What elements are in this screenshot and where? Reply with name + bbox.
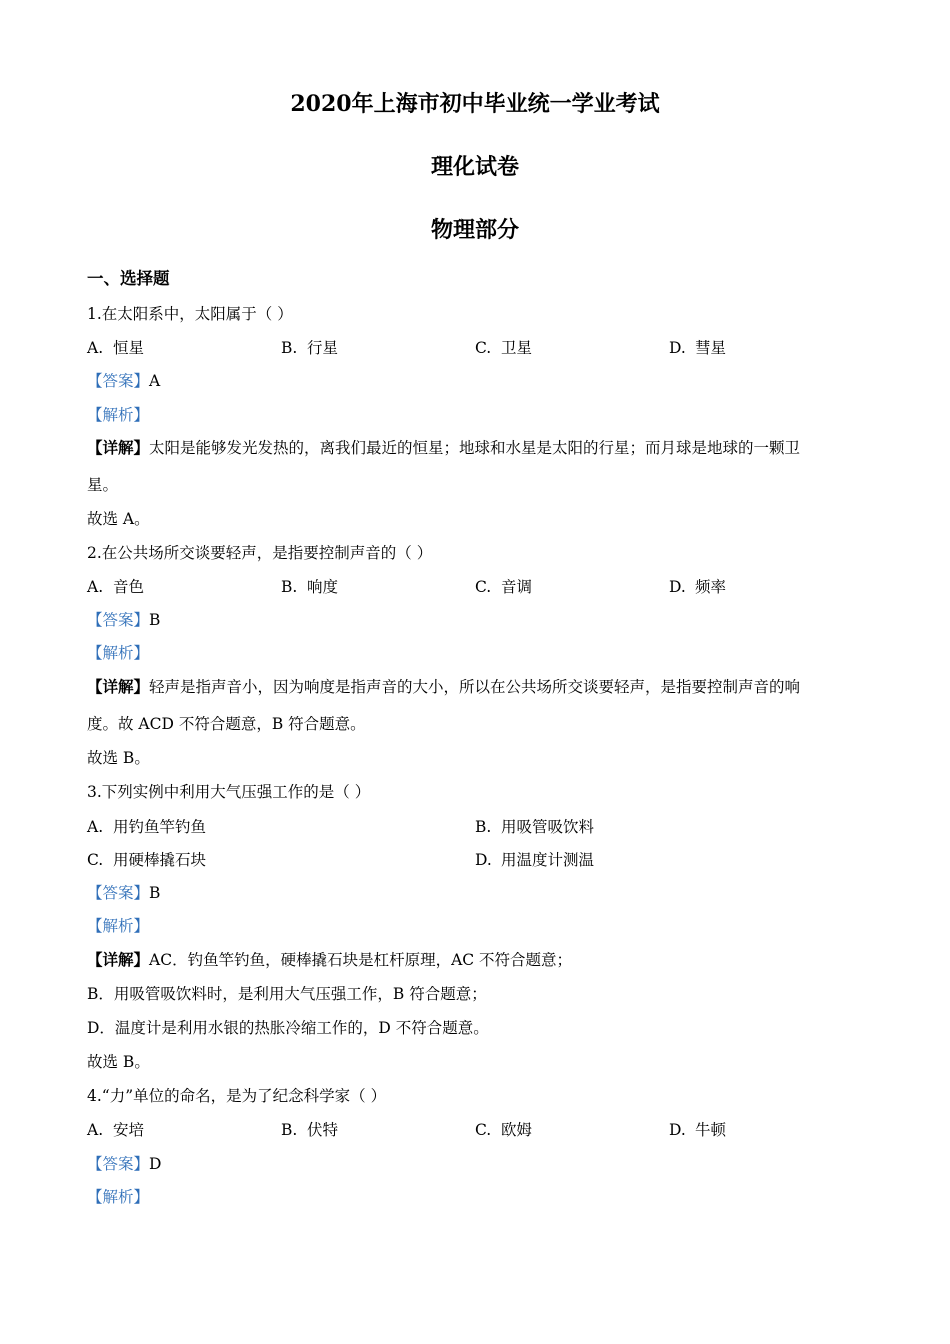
q2-option-c: C. 音调 xyxy=(475,578,533,596)
q2-conclusion: 故选 B。 xyxy=(87,749,150,767)
q2-detail-line-2: 度。故 ACD 不符合题意，B 符合题意。 xyxy=(87,715,366,733)
q3-detail-line-2: B．用吸管吸饮料时，是利用大气压强工作，B 符合题意； xyxy=(87,985,487,1003)
q3-conclusion: 故选 B。 xyxy=(87,1053,150,1071)
exam-part-title: 物理部分 xyxy=(430,217,519,243)
q2-stem: 2.在公共场所交谈要轻声，是指要控制声音的（ ） xyxy=(87,544,433,562)
q4-option-a: A. 安培 xyxy=(87,1121,145,1139)
exam-title: 2020年上海市初中毕业统一学业考试 xyxy=(290,91,660,117)
q1-detail-line-2: 星。 xyxy=(87,476,119,494)
q3-option-c: C. 用硬棒撬石块 xyxy=(87,851,207,869)
q2-analysis-label: 【解析】 xyxy=(87,644,150,662)
q1-detail-line-1: 【详解】太阳是能够发光发热的，离我们最近的恒星；地球和水星是太阳的行星；而月球是地球的一颗卫 xyxy=(87,438,801,457)
q4-stem: 4.“力”单位的命名，是为了纪念科学家（ ） xyxy=(87,1087,387,1105)
q1-option-a: A. 恒星 xyxy=(87,339,145,357)
q4-option-d: D. 牛顿 xyxy=(669,1121,727,1139)
q4-analysis-label: 【解析】 xyxy=(87,1188,150,1206)
q2-answer: 【答案】B xyxy=(87,611,161,629)
q4-option-b: B. 伏特 xyxy=(281,1121,339,1139)
q1-stem: 1.在太阳系中，太阳属于（ ） xyxy=(87,305,293,323)
q3-stem: 3.下列实例中利用大气压强工作的是（ ） xyxy=(87,783,371,801)
q3-detail-line-1: 【详解】AC．钓鱼竿钓鱼，硬棒撬石块是杠杆原理，AC 不符合题意； xyxy=(87,950,573,969)
q3-answer: 【答案】B xyxy=(87,884,161,902)
q2-option-b: B. 响度 xyxy=(281,578,339,596)
section-heading: 一、选择题 xyxy=(87,269,170,288)
q1-answer: 【答案】A xyxy=(87,372,161,390)
q1-option-d: D. 彗星 xyxy=(669,339,727,357)
q2-detail-line-1: 【详解】轻声是指声音小，因为响度是指声音的大小，所以在公共场所交谈要轻声，是指要控制声音的响 xyxy=(87,677,801,696)
q3-option-b: B. 用吸管吸饮料 xyxy=(475,818,595,836)
q3-detail-line-3: D．温度计是利用水银的热胀冷缩工作的，D 不符合题意。 xyxy=(87,1019,489,1037)
q4-answer: 【答案】D xyxy=(87,1155,162,1173)
q2-option-a: A. 音色 xyxy=(87,578,145,596)
q1-conclusion: 故选 A。 xyxy=(87,510,150,528)
q2-option-d: D. 频率 xyxy=(669,578,727,596)
exam-subtitle: 理化试卷 xyxy=(430,154,519,180)
q1-analysis-label: 【解析】 xyxy=(87,406,150,424)
q4-option-c: C. 欧姆 xyxy=(475,1121,533,1139)
q3-option-a: A. 用钓鱼竿钓鱼 xyxy=(87,818,207,836)
q1-option-c: C. 卫星 xyxy=(475,339,533,357)
q3-analysis-label: 【解析】 xyxy=(87,917,150,935)
q3-option-d: D. 用温度计测温 xyxy=(475,851,595,869)
q1-option-b: B. 行星 xyxy=(281,339,339,357)
